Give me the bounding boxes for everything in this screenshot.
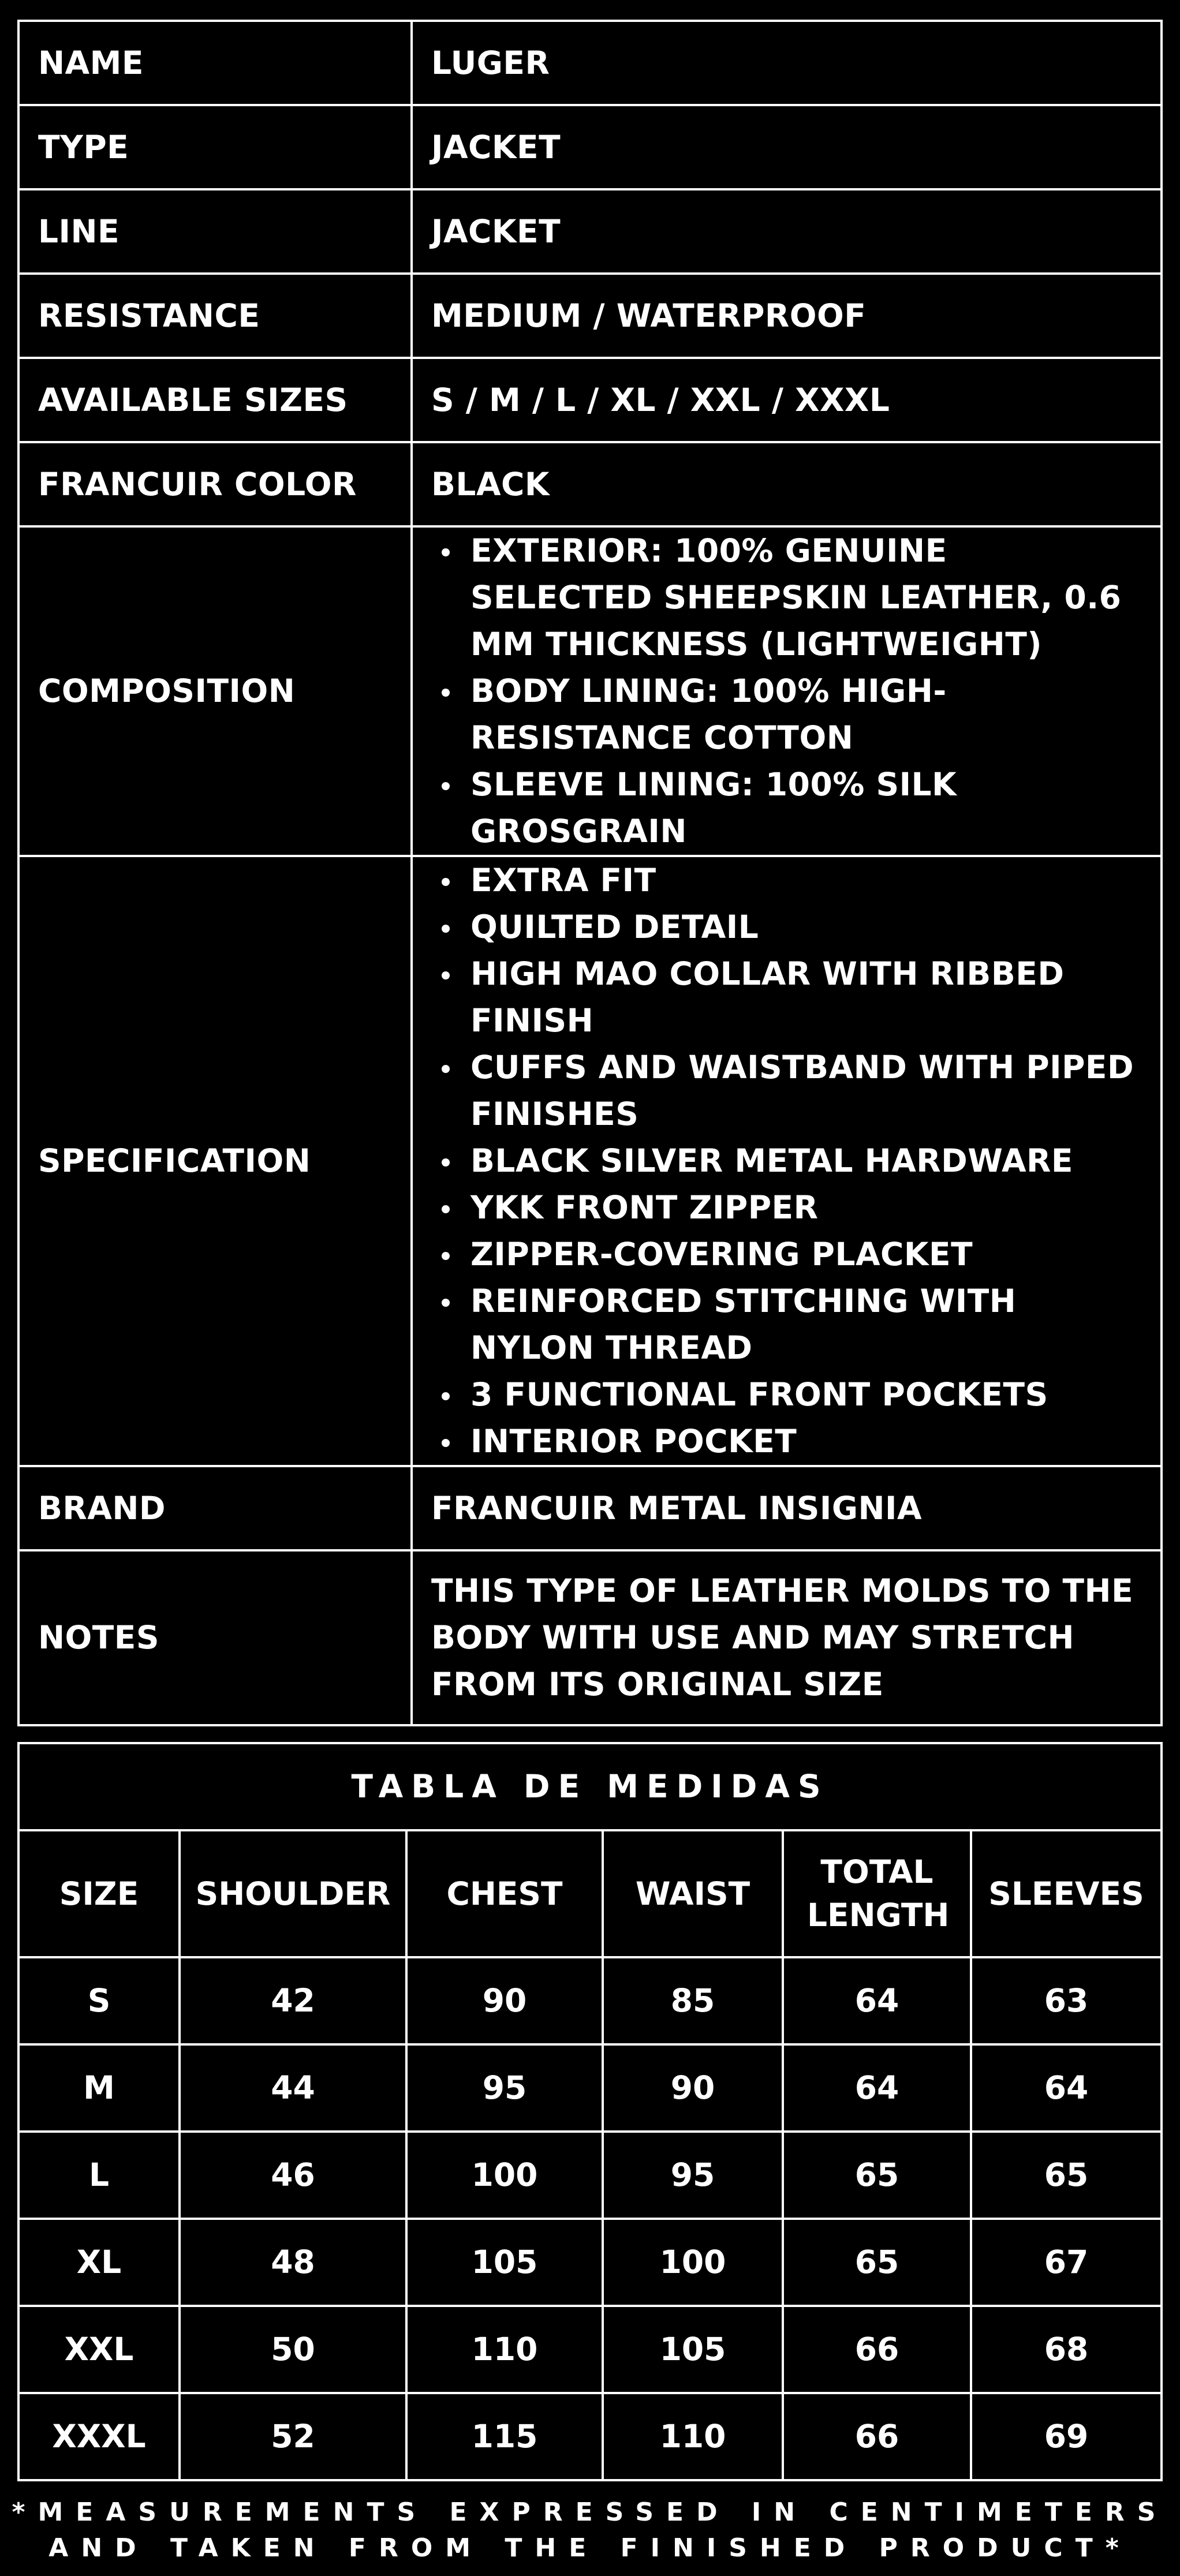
measurements-title: TABLA DE MEDIDAS	[18, 1743, 1162, 1830]
spec-label: RESISTANCE	[18, 274, 412, 358]
table-cell: 115	[406, 2393, 603, 2480]
spec-label: BRAND	[18, 1466, 412, 1550]
table-cell: 63	[971, 1957, 1162, 2044]
table-cell: 68	[971, 2306, 1162, 2393]
column-header: CHEST	[406, 1830, 603, 1957]
table-cell: 105	[603, 2306, 783, 2393]
spec-label: NAME	[18, 21, 412, 105]
spec-row-notes	[18, 1550, 1162, 1725]
spec-label: SPECIFICATION	[18, 856, 412, 1466]
table-cell: 52	[180, 2393, 406, 2480]
table-cell: 105	[406, 2219, 603, 2306]
spec-label: COMPOSITION	[18, 526, 412, 856]
spec-value: BLACK	[412, 442, 1162, 526]
spec-label: TYPE	[18, 105, 412, 189]
table-cell: XL	[18, 2219, 180, 2306]
table-row	[18, 1957, 1162, 2044]
table-cell: 66	[783, 2306, 971, 2393]
list-item: EXTRA FIT	[470, 857, 1137, 904]
spec-row-composition	[18, 526, 1162, 856]
measurements-table	[17, 1742, 1163, 2481]
table-cell: 100	[603, 2219, 783, 2306]
spec-row-resistance	[18, 274, 1162, 358]
list-item: BODY LINING: 100% HIGH-RESISTANCE COTTON	[470, 668, 1137, 761]
table-cell: 95	[406, 2044, 603, 2132]
table-cell: 95	[603, 2132, 783, 2219]
spec-row-brand	[18, 1466, 1162, 1550]
table-cell: 44	[180, 2044, 406, 2132]
spec-row-line	[18, 189, 1162, 274]
spec-label: NOTES	[18, 1550, 412, 1725]
specification-list	[413, 857, 1137, 1465]
spec-value: MEDIUM / WATERPROOF	[412, 274, 1162, 358]
table-cell: 100	[406, 2132, 603, 2219]
list-item: REINFORCED STITCHING WITH NYLON THREAD	[470, 1278, 1137, 1371]
table-cell: L	[18, 2132, 180, 2219]
table-cell: 46	[180, 2132, 406, 2219]
spec-value: JACKET	[412, 105, 1162, 189]
table-cell: 69	[971, 2393, 1162, 2480]
table-cell: 85	[603, 1957, 783, 2044]
table-row	[18, 2393, 1162, 2480]
spec-value: LUGER	[412, 21, 1162, 105]
list-item: BLACK SILVER METAL HARDWARE	[470, 1138, 1137, 1184]
spec-value-list	[412, 856, 1162, 1466]
list-item: CUFFS AND WAISTBAND WITH PIPED FINISHES	[470, 1044, 1137, 1138]
table-row	[18, 2219, 1162, 2306]
list-item: 3 FUNCTIONAL FRONT POCKETS	[470, 1371, 1137, 1418]
spec-row-type	[18, 105, 1162, 189]
spec-table	[17, 20, 1163, 1726]
list-item: HIGH MAO COLLAR WITH RIBBED FINISH	[470, 951, 1137, 1044]
table-cell: XXL	[18, 2306, 180, 2393]
measurements-footnote: *MEASUREMENTS EXPRESSED IN CENTIMETERS AND TAKEN FROM THE FINISHED PRODUCT*	[12, 2498, 1168, 2563]
list-item: SLEEVE LINING: 100% SILK GROSGRAIN	[470, 761, 1137, 855]
spec-value: S / M / L / XL / XXL / XXXL	[412, 358, 1162, 442]
table-cell: S	[18, 1957, 180, 2044]
table-cell: 64	[783, 1957, 971, 2044]
table-cell: XXXL	[18, 2393, 180, 2480]
composition-list	[413, 528, 1137, 855]
column-header: SLEEVES	[971, 1830, 1162, 1957]
table-row	[18, 2306, 1162, 2393]
spec-value: FRANCUIR METAL INSIGNIA	[412, 1466, 1162, 1550]
spec-row-name	[18, 21, 1162, 105]
table-cell: 90	[406, 1957, 603, 2044]
spec-value-list	[412, 526, 1162, 856]
list-item: YKK FRONT ZIPPER	[470, 1184, 1137, 1231]
column-header: SIZE	[18, 1830, 180, 1957]
spec-row-francuir-color	[18, 442, 1162, 526]
list-item: EXTERIOR: 100% GENUINE SELECTED SHEEPSKIN LEATHER, 0.6 MM THICKNESS (LIGHTWEIGHT)	[470, 528, 1137, 668]
spec-label: LINE	[18, 189, 412, 274]
table-row	[18, 2044, 1162, 2132]
table-cell: 90	[603, 2044, 783, 2132]
spec-row-specification	[18, 856, 1162, 1466]
spec-value: THIS TYPE OF LEATHER MOLDS TO THE BODY WITH USE AND MAY STRETCH FROM ITS ORIGINAL SIZE	[412, 1550, 1162, 1725]
table-cell: 65	[783, 2219, 971, 2306]
table-cell: 67	[971, 2219, 1162, 2306]
table-cell: 110	[406, 2306, 603, 2393]
table-cell: 50	[180, 2306, 406, 2393]
table-cell: 110	[603, 2393, 783, 2480]
list-item: ZIPPER-COVERING PLACKET	[470, 1231, 1137, 1278]
table-cell: 66	[783, 2393, 971, 2480]
table-cell: 48	[180, 2219, 406, 2306]
table-row	[18, 2132, 1162, 2219]
table-cell: 65	[783, 2132, 971, 2219]
table-cell: M	[18, 2044, 180, 2132]
spec-row-available-sizes	[18, 358, 1162, 442]
column-header: TOTAL LENGTH	[783, 1830, 971, 1957]
measurements-header-row	[18, 1830, 1162, 1957]
table-cell: 42	[180, 1957, 406, 2044]
list-item: QUILTED DETAIL	[470, 904, 1137, 951]
spec-label: AVAILABLE SIZES	[18, 358, 412, 442]
spec-value: JACKET	[412, 189, 1162, 274]
column-header: WAIST	[603, 1830, 783, 1957]
list-item: INTERIOR POCKET	[470, 1418, 1137, 1465]
table-cell: 64	[971, 2044, 1162, 2132]
spec-label: FRANCUIR COLOR	[18, 442, 412, 526]
table-cell: 64	[783, 2044, 971, 2132]
table-cell: 65	[971, 2132, 1162, 2219]
column-header: SHOULDER	[180, 1830, 406, 1957]
